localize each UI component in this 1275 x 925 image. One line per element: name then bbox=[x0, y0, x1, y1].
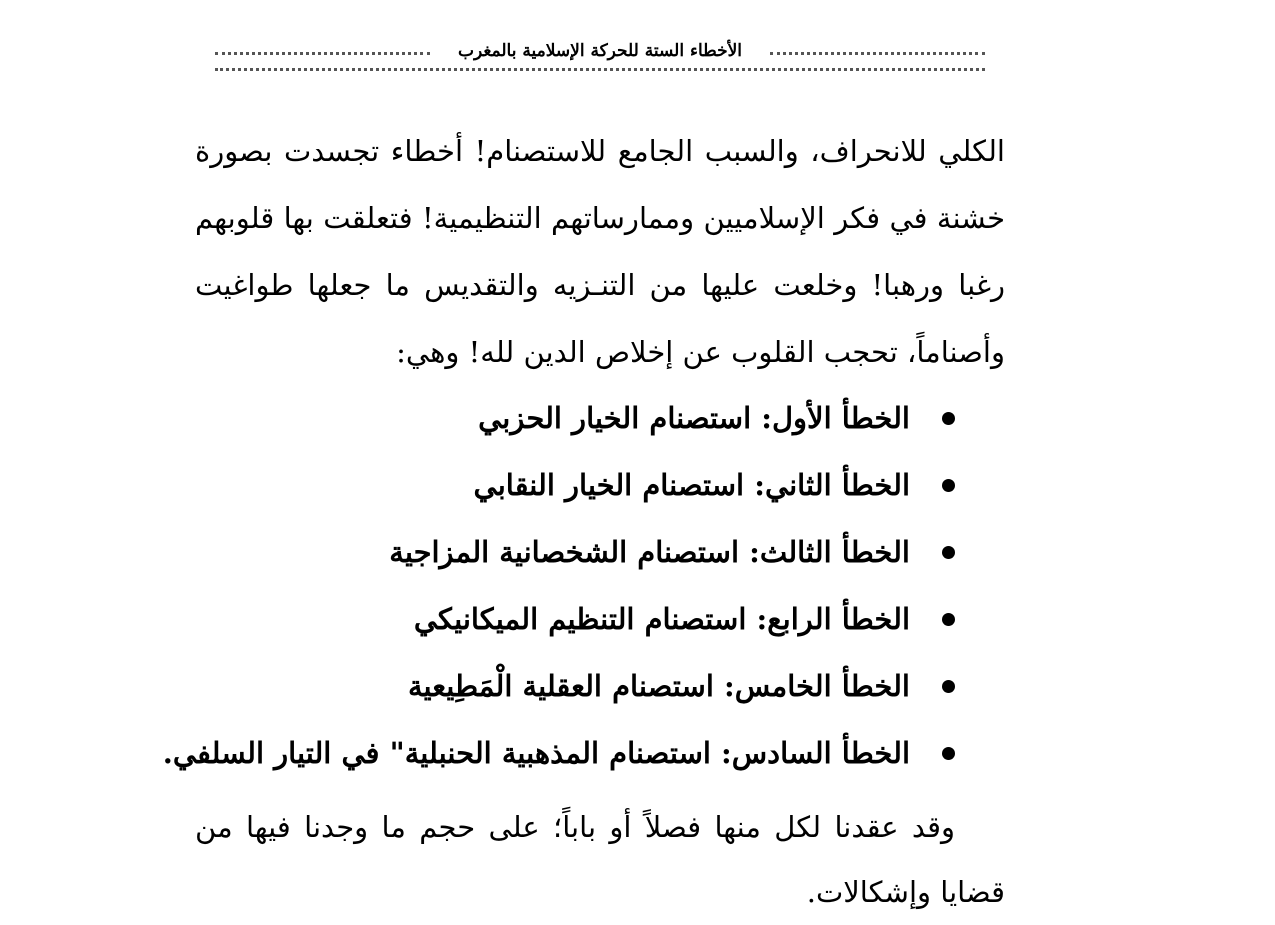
error-label: الخطأ السادس: bbox=[721, 736, 910, 770]
bullet-icon bbox=[942, 680, 955, 693]
header-dotted-rule bbox=[215, 64, 985, 71]
list-item bbox=[162, 720, 955, 787]
list-item bbox=[195, 385, 955, 452]
intro-paragraph-block bbox=[195, 118, 1005, 386]
list-item bbox=[195, 653, 955, 720]
bullet-icon bbox=[942, 479, 955, 492]
closing-paragraph-block bbox=[195, 795, 1005, 925]
bullet-icon bbox=[942, 546, 955, 559]
closing-paragraph: وقد عقدنا لكل منها فصلاً أو باباً؛ على حجم ما وجدنا فيها من قضايا وإشكالات. bbox=[195, 810, 1005, 909]
errors-list bbox=[162, 385, 955, 787]
error-text: استصنام المذهبية الحنبلية" في التيار السلفي. bbox=[162, 736, 711, 770]
error-text: استصنام الخيار الحزبي bbox=[478, 401, 752, 435]
error-label: الخطأ الرابع: bbox=[756, 602, 910, 636]
error-text: استصنام الشخصانية المزاجية bbox=[389, 535, 740, 569]
bullet-icon bbox=[942, 613, 955, 626]
header-dotted-rule-right bbox=[770, 52, 985, 55]
error-text: استصنام الخيار النقابي bbox=[473, 468, 745, 502]
error-label: الخطأ الأول: bbox=[761, 401, 910, 435]
error-text: استصنام التنظيم الميكانيكي bbox=[413, 602, 747, 636]
list-item bbox=[195, 519, 955, 586]
error-label: الخطأ الثاني: bbox=[754, 468, 910, 502]
bullet-icon bbox=[942, 747, 955, 760]
intro-paragraph: الكلي للانحراف، والسبب الجامع للاستصنام! أخطاء تجسدت بصورة خشنة في فكر الإسلاميين وممارساتهم التنظيمية! فتعلقت بها قلوبهم رغبا ورهبا! وخلعت عليها من التنـزيه والتقديس ما جعلها طواغيت وأصناماً، تحجب القلوب عن إخلاص الدين لله! وهي: bbox=[195, 134, 1005, 369]
header-dotted-rule-left bbox=[215, 52, 430, 55]
error-label: الخطأ الثالث: bbox=[749, 535, 910, 569]
list-item bbox=[195, 586, 955, 653]
running-header bbox=[215, 38, 985, 64]
error-text: استصنام العقلية الْمَطِيعية bbox=[407, 669, 714, 703]
error-label: الخطأ الخامس: bbox=[724, 669, 910, 703]
header-title: الأخطاء الستة للحركة الإسلامية بالمغرب bbox=[452, 41, 748, 61]
bullet-icon bbox=[942, 412, 955, 425]
list-item bbox=[195, 452, 955, 519]
